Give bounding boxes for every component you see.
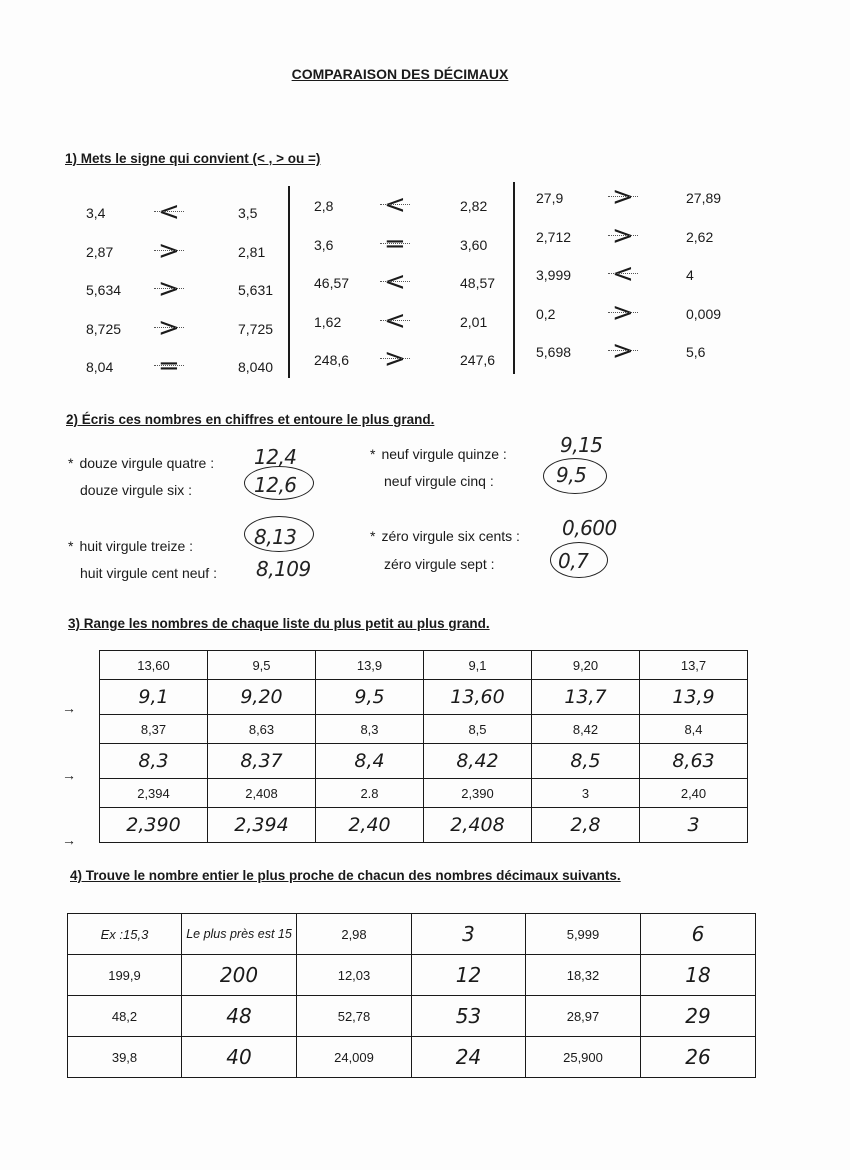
decimal-cell: 199,9 [68,955,182,996]
comparison-sign: > [384,344,406,374]
comparison-left-value: 46,57 [314,275,350,291]
comparison-right-value: 2,82 [460,198,488,214]
decimal-cell: Le plus près est 15 [182,914,297,955]
comparison-sign: < [384,190,406,220]
nearest-integer-cell: 18 [641,955,756,996]
number-label-row [384,556,495,572]
ordered-cell: 2,394 [208,808,316,843]
number-label-row [80,565,217,581]
ordered-cell: 9,5 [316,680,424,715]
ordered-cell: 13,60 [424,680,532,715]
bullet: * [370,528,376,544]
dotted-blank [608,273,638,274]
bullet: * [370,446,376,462]
ordered-cell: 2,408 [424,808,532,843]
dotted-blank [380,204,410,205]
decimal-cell: 24,009 [297,1037,412,1078]
ordered-row [100,808,748,843]
rounding-row [68,996,756,1037]
comparison-sign: = [384,228,406,259]
ordered-cell: 2,8 [532,808,640,843]
list-cell: 9,20 [532,651,640,680]
comparison-left-value: 0,2 [536,305,556,322]
dotted-blank [380,320,410,321]
number-label-row [68,538,193,554]
decimal-cell: 2,98 [297,914,412,955]
comparison-right-value: 247,6 [460,352,496,368]
rounding-table [67,913,756,1078]
comparison-left-value: 8,04 [86,359,114,375]
decimal-cell: 5,999 [526,914,641,955]
decimal-cell: 39,8 [68,1037,182,1078]
handwritten-answer: 12,6 [254,473,297,497]
comparison-right-value: 2,81 [238,243,266,260]
comparison-sign: > [158,274,180,304]
arrow-icon: → [62,767,76,783]
number-words: douze virgule six : [80,482,193,498]
dotted-blank [154,365,184,366]
dotted-blank [154,250,184,251]
comparison-sign: > [612,220,634,251]
ordered-cell: 8,42 [424,744,532,779]
handwritten-answer: 8,13 [254,525,297,549]
largest-circle [244,516,314,552]
list-cell: 8,5 [424,715,532,744]
list-cell: 13,60 [100,651,208,680]
comparison-left-value: 3,6 [314,236,334,253]
list-cell: 3 [532,779,640,808]
comparison-right-value: 48,57 [460,275,496,291]
decimal-cell: 18,32 [526,955,641,996]
comparison-sign: < [158,197,180,227]
ordered-row [100,680,748,715]
largest-circle [543,458,607,494]
ordered-cell: 2,390 [100,808,208,843]
comparison-sign: > [612,297,634,328]
nearest-integer-cell: 53 [412,996,526,1037]
list-cell: 8,4 [640,715,748,744]
comparison-left-value: 248,6 [314,352,350,368]
section3-heading: 3) Range les nombres de chaque liste du plus petit au plus grand. [68,616,490,631]
number-label-row [384,473,494,489]
rounding-row [68,1037,756,1078]
comparison-sign: < [384,267,406,297]
number-label-row [370,446,507,462]
ordered-cell: 9,20 [208,680,316,715]
ordered-cell: 2,40 [316,808,424,843]
largest-circle [244,466,314,500]
list-cell: 8,42 [532,715,640,744]
nearest-integer-cell: 3 [412,914,526,955]
comparison-left-value: 1,62 [314,313,342,330]
ordered-cell: 8,63 [640,744,748,779]
ordered-cell: 8,3 [100,744,208,779]
comparison-left-value: 2,87 [86,243,114,260]
handwritten-answer: 0,600 [562,516,617,540]
decimal-cell: 52,78 [297,996,412,1037]
decimal-cell: 25,900 [526,1037,641,1078]
number-words: zéro virgule six cents : [381,528,520,544]
comparison-sign: > [612,336,634,366]
list-cell: 2,394 [100,779,208,808]
largest-circle [550,542,608,578]
list-cell: 2.8 [316,779,424,808]
number-words: neuf virgule cinq : [384,473,494,489]
handwritten-answer: 12,4 [254,445,297,469]
comparison-left-value: 5,634 [86,282,122,298]
comparison-sign: > [158,235,180,266]
number-words: zéro virgule sept : [384,556,495,572]
number-words: douze virgule quatre : [79,455,215,471]
list-cell: 13,7 [640,651,748,680]
ordered-cell: 8,5 [532,744,640,779]
dotted-blank [608,312,638,313]
comparison-right-value: 8,040 [238,359,274,375]
list-cell: 9,1 [424,651,532,680]
rounding-row [68,914,756,955]
comparison-sign: < [612,259,634,289]
section2-heading: 2) Écris ces nombres en chiffres et entoure le plus grand. [66,412,435,427]
section4-heading: 4) Trouve le nombre entier le plus proche de chacun des nombres décimaux suivants. [70,868,621,883]
comparison-left-value: 3,999 [536,267,572,283]
list-row [100,779,748,808]
list-cell: 2,40 [640,779,748,808]
number-words: huit virgule cent neuf : [80,565,217,581]
page-title: COMPARAISON DES DÉCIMAUX [291,66,509,82]
decimal-cell: Ex :15,3 [68,914,182,955]
dotted-blank [154,211,184,212]
decimal-cell: 12,03 [297,955,412,996]
comparison-left-value: 2,712 [536,228,572,245]
list-cell: 8,63 [208,715,316,744]
comparison-left-value: 27,9 [536,190,564,206]
comparison-right-value: 3,60 [460,236,488,253]
arrow-icon: → [62,832,76,848]
ordered-cell: 9,1 [100,680,208,715]
list-cell: 9,5 [208,651,316,680]
comparison-sign: < [384,305,406,336]
list-cell: 13,9 [316,651,424,680]
comparison-sign: > [158,312,180,343]
ordered-cell: 13,7 [532,680,640,715]
nearest-integer-cell: 24 [412,1037,526,1078]
number-words: huit virgule treize : [79,538,194,554]
number-label-row [370,528,520,544]
comparison-right-value: 27,89 [686,190,722,206]
decimal-cell: 48,2 [68,996,182,1037]
comparison-right-value: 7,725 [238,320,274,337]
dotted-blank [608,350,638,351]
rounding-row [68,955,756,996]
dotted-blank [608,235,638,236]
dotted-blank [608,196,638,197]
nearest-integer-cell: 6 [641,914,756,955]
list-row [100,715,748,744]
handwritten-answer: 9,15 [560,433,603,457]
comparison-right-value: 2,62 [686,228,714,245]
nearest-integer-cell: 48 [182,996,297,1037]
comparison-left-value: 8,725 [86,320,122,337]
dotted-blank [154,288,184,289]
comparison-left-value: 5,698 [536,344,572,360]
dotted-blank [380,281,410,282]
ordered-cell: 8,4 [316,744,424,779]
nearest-integer-cell: 26 [641,1037,756,1078]
comparison-right-value: 5,631 [238,282,274,298]
nearest-integer-cell: 40 [182,1037,297,1078]
list-cell: 8,3 [316,715,424,744]
comparison-left-value: 2,8 [314,198,334,214]
handwritten-answer: 8,109 [256,557,311,581]
section1-heading: 1) Mets le signe qui convient (< , > ou =) [65,151,321,166]
comparison-left-value: 3,4 [86,205,106,221]
bullet: * [68,538,74,554]
list-cell: 2,408 [208,779,316,808]
ordered-row [100,744,748,779]
arrow-icon: → [62,700,76,716]
ordering-table [99,650,748,843]
dotted-blank [380,243,410,244]
number-label-row [68,455,214,471]
number-words: neuf virgule quinze : [381,446,507,462]
group-divider [288,186,290,378]
comparison-sign: > [612,182,634,212]
ordered-cell: 3 [640,808,748,843]
bullet: * [68,455,74,471]
decimal-cell: 28,97 [526,996,641,1037]
comparison-right-value: 5,6 [686,344,706,360]
list-row [100,651,748,680]
comparison-right-value: 0,009 [686,305,722,322]
nearest-integer-cell: 12 [412,955,526,996]
dotted-blank [154,327,184,328]
number-label-row [80,482,192,498]
nearest-integer-cell: 200 [182,955,297,996]
list-cell: 2,390 [424,779,532,808]
group-divider [513,182,515,374]
comparison-right-value: 2,01 [460,313,488,330]
handwritten-answer: 9,5 [556,463,587,487]
list-cell: 8,37 [100,715,208,744]
handwritten-answer: 0,7 [558,549,589,573]
comparison-right-value: 4 [686,267,694,283]
ordered-cell: 8,37 [208,744,316,779]
comparison-sign: = [158,351,180,381]
comparison-right-value: 3,5 [238,205,258,221]
nearest-integer-cell: 29 [641,996,756,1037]
dotted-blank [380,358,410,359]
ordered-cell: 13,9 [640,680,748,715]
